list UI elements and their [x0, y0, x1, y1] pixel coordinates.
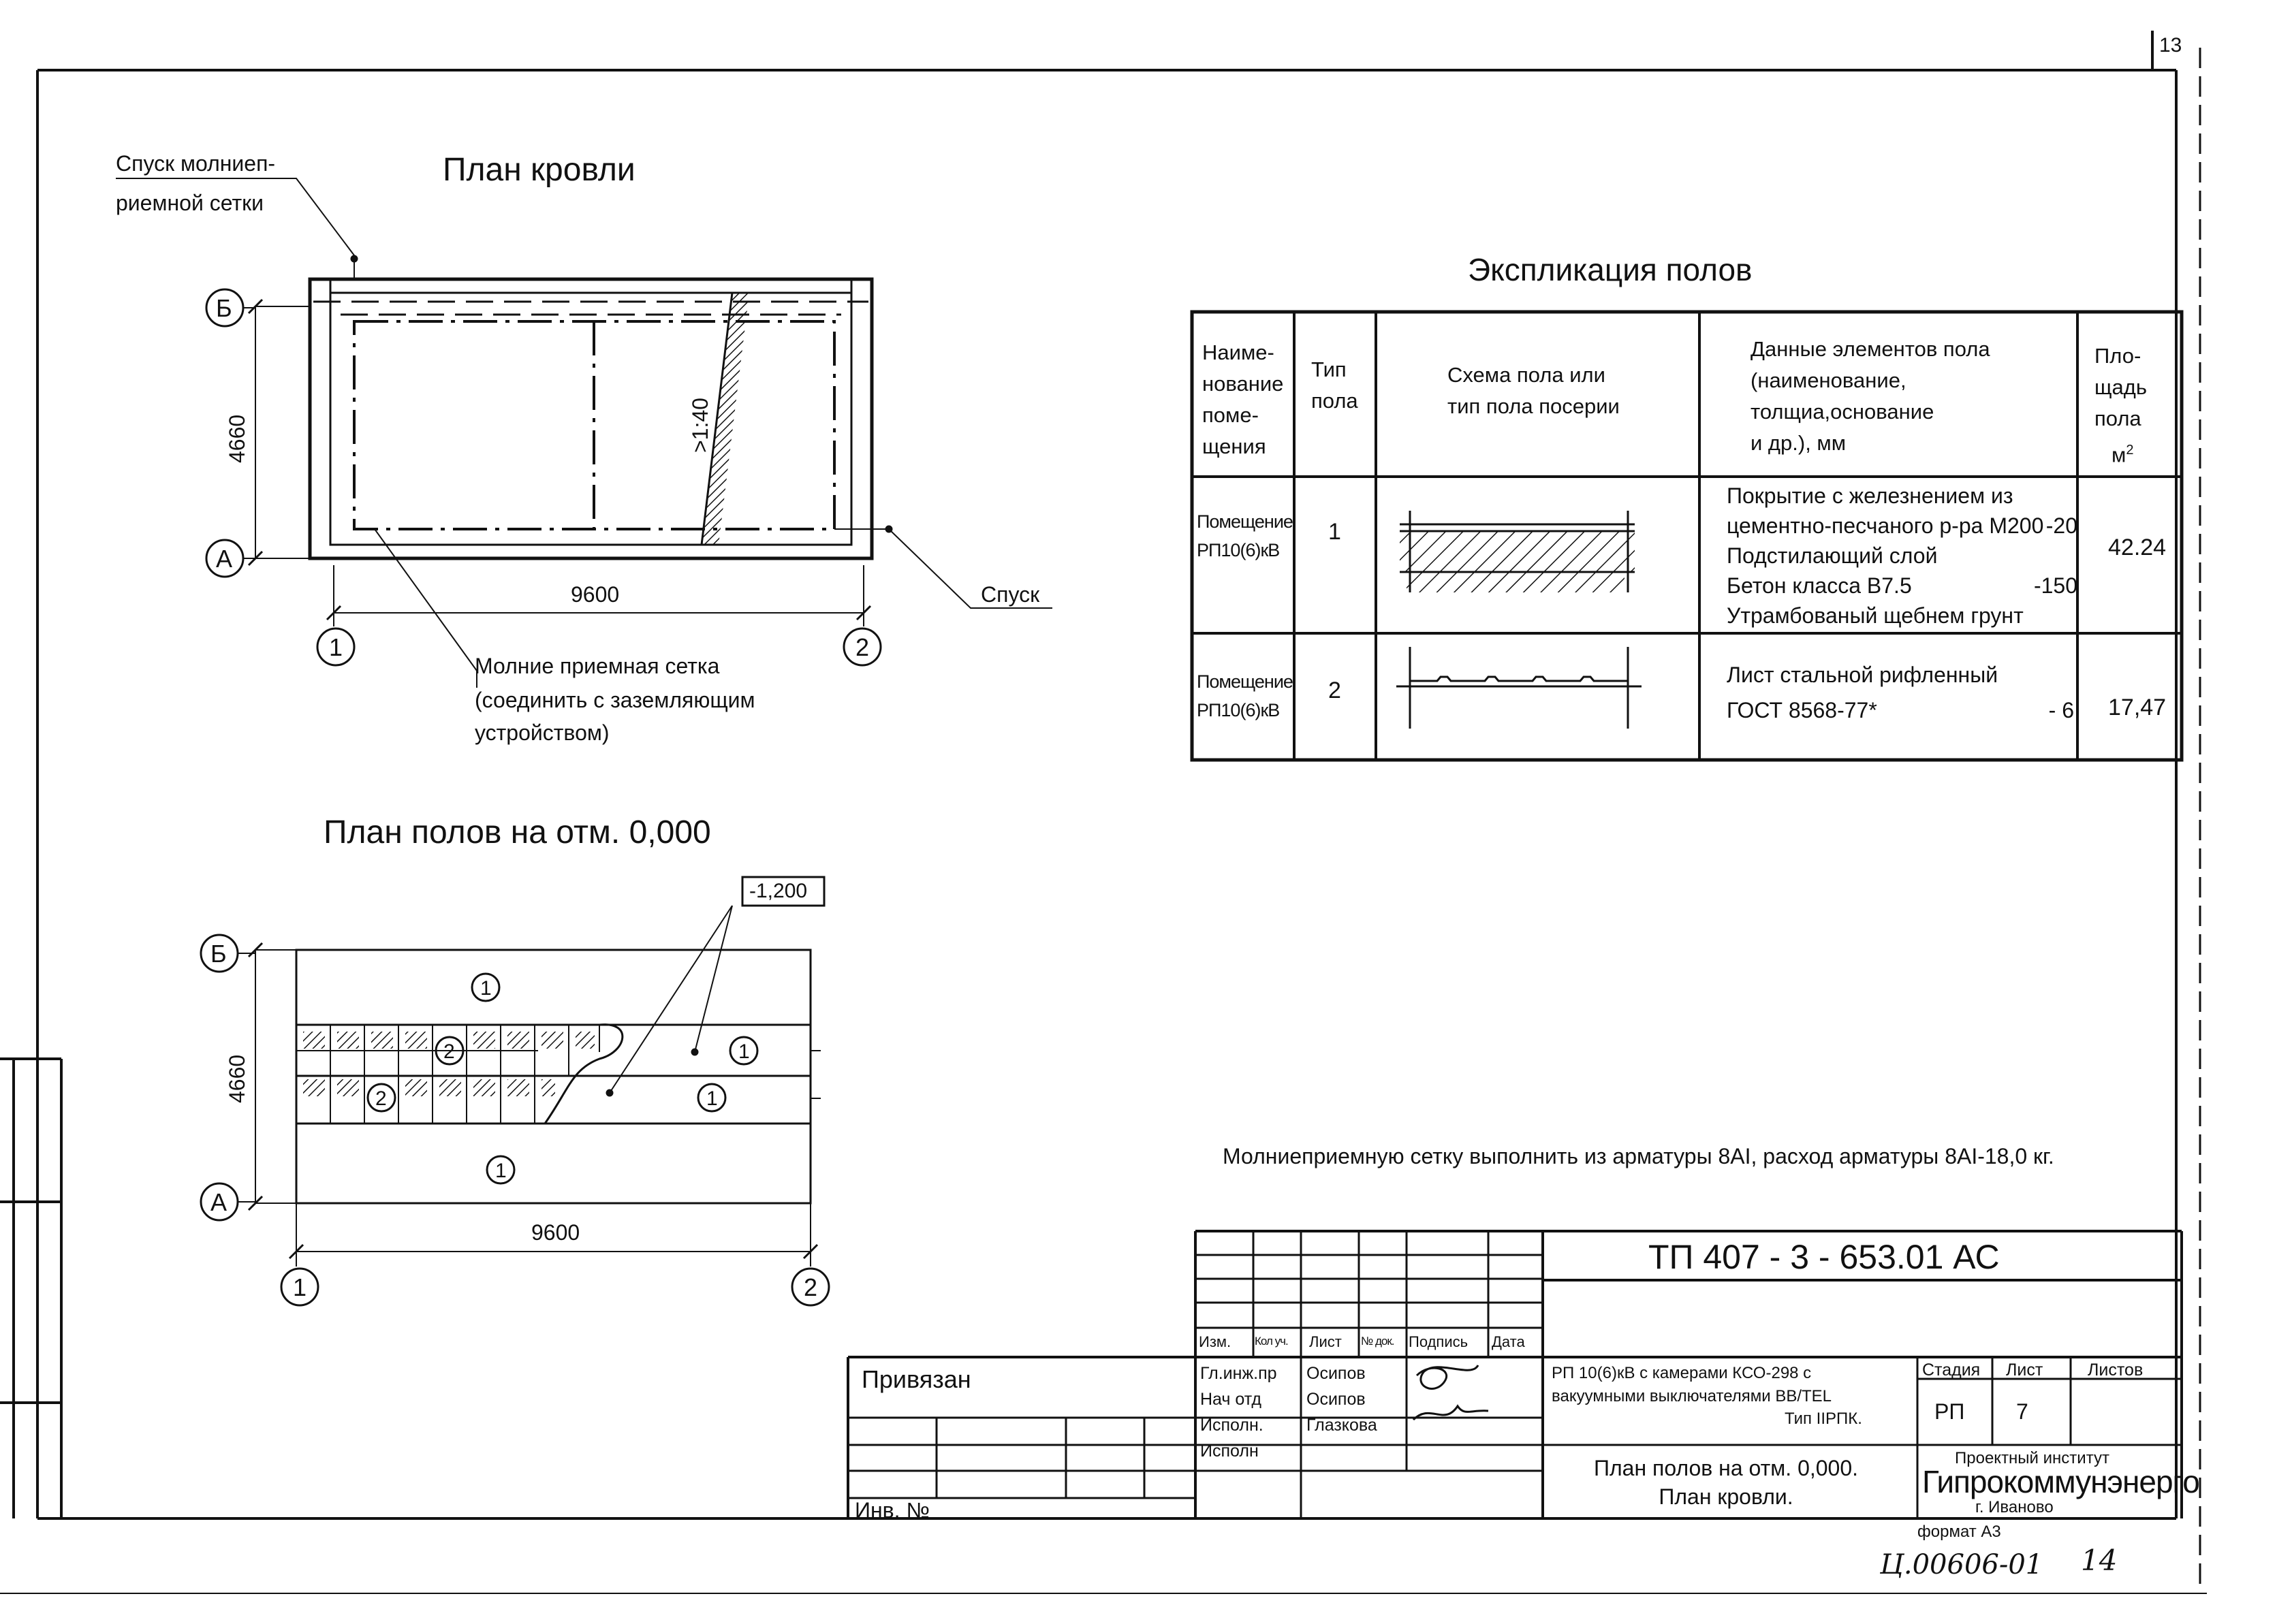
- row2-line: Лист стальной рифленный: [1727, 663, 1998, 687]
- sheet-title: План полов на отм. 0,000. План кровли.: [1594, 1456, 1859, 1509]
- page-number-bottom: 14: [2081, 1544, 2118, 1577]
- roof-callout-mesh-a: Молние приемная сетка: [475, 654, 720, 678]
- col-kol: Кол уч.: [1255, 1335, 1288, 1348]
- org-name: Гипрокоммунэнерго: [1922, 1464, 2199, 1499]
- row1-line: Подстилающий слой: [1727, 543, 1938, 568]
- row1-line: Утрамбованый щебнем грунт: [1727, 603, 2024, 628]
- doc-code: ТП 407 - 3 - 653.01 АС: [1648, 1238, 2000, 1276]
- stage-label: Стадия: [1922, 1360, 1981, 1380]
- floor-dim-height: 4660: [225, 1054, 249, 1103]
- roof-callout-descent: Спуск: [981, 582, 1040, 607]
- floor-type-label: 2: [375, 1087, 387, 1110]
- roof-callout-mesh-line1: Спуск молниеп-: [116, 151, 276, 176]
- row1-line: цементно-песчаного р-ра М200 -20: [1727, 513, 2077, 538]
- col-izm: Изм.: [1199, 1333, 1231, 1350]
- roof-plan-title: План кровли: [443, 152, 635, 188]
- row1-line: Покрытие с железнением из: [1727, 483, 2013, 508]
- floor-dim-width: 9600: [531, 1220, 580, 1245]
- row2-data: [1727, 657, 2081, 728]
- row1-line: Бетон класса В7.5 -150: [1727, 573, 2077, 598]
- floor-axis-b: Б: [210, 940, 227, 968]
- col-doc: № док.: [1361, 1335, 1394, 1348]
- explication-title: Экспликация полов: [1468, 252, 1753, 287]
- format-label: формат А3: [1917, 1523, 2001, 1541]
- row1-data: [1727, 481, 2081, 631]
- org-line1: Проектный институт: [1955, 1449, 2109, 1467]
- floor-axis-2: 2: [804, 1273, 818, 1301]
- roof-axis-b: Б: [216, 294, 232, 322]
- roof-axis-1: 1: [329, 633, 343, 661]
- names-list: Осипов Осипов Глазкова: [1306, 1364, 1377, 1435]
- floor-type-label: 1: [738, 1040, 750, 1063]
- row1-area: 42.24: [2108, 535, 2167, 560]
- roof-slope: >1:40: [688, 398, 712, 453]
- sheet-value: 7: [2016, 1399, 2028, 1424]
- col-sign: Подпись: [1409, 1333, 1469, 1350]
- roof-callout-mesh-line2: риемной сетки: [116, 191, 264, 215]
- row1-room: Помещение РП10(6)кВ: [1197, 511, 1293, 560]
- roof-axis-a: А: [216, 545, 233, 573]
- row2-area: 17,47: [2108, 695, 2167, 720]
- floor-type-label: 1: [480, 977, 492, 1000]
- header-area: Пло- щадь пола $м^2$: [2094, 344, 2147, 467]
- col-list: Лист: [1309, 1333, 1342, 1350]
- row2-room: Помещение РП10(6)кВ: [1197, 671, 1293, 720]
- header-data: Данные элементов пола (наименование, толщиа,основание и др.), мм: [1751, 337, 1990, 455]
- roof-dim-width: 9600: [571, 582, 620, 607]
- project-type: Тип IIРПК.: [1785, 1410, 1862, 1428]
- roof-dim-height: 4660: [225, 414, 249, 463]
- row2-type: 2: [1328, 678, 1341, 703]
- bound-label: Привязан: [862, 1365, 971, 1393]
- row2-line: ГОСТ 8568-77* - 6: [1727, 698, 2074, 722]
- floor-level-mark: -1,200: [749, 880, 808, 902]
- note-text: Молниеприемную сетку выполнить из арматуры 8АI, расход арматуры 8АI-18,0 кг.: [1223, 1144, 2054, 1168]
- header-type: Тип пола: [1311, 357, 1358, 413]
- org-city: г. Иваново: [1975, 1498, 2054, 1516]
- sheets-label: Листов: [2088, 1360, 2144, 1380]
- archive-code: Ц.00606-01: [1880, 1549, 2043, 1580]
- sheet-label: Лист: [2006, 1360, 2043, 1380]
- inv-label: Инв. №: [855, 1498, 930, 1523]
- project-desc: РП 10(6)кВ с камерами КСО-298 с вакуумными выключателями ВВ/TEL: [1552, 1364, 1832, 1405]
- roof-callout-mesh-b: (соединить с заземляющим: [475, 688, 755, 712]
- roof-callout-mesh-c: устройством): [475, 720, 610, 745]
- roof-axis-2: 2: [855, 633, 870, 661]
- row1-type: 1: [1328, 519, 1341, 545]
- floor-type-label: 1: [706, 1087, 718, 1110]
- floor-type-label: 1: [495, 1160, 507, 1182]
- floor-axis-1: 1: [293, 1273, 307, 1301]
- roles-list: Гл.инж.пр Нач отд Исполн. Исполн: [1200, 1364, 1277, 1461]
- floor-type-label: 2: [443, 1040, 455, 1063]
- header-scheme: Схема пола или тип пола посерии: [1447, 363, 1620, 418]
- col-date: Дата: [1492, 1333, 1525, 1350]
- floor-axis-a: А: [210, 1188, 227, 1216]
- header-room: Наиме- нование поме- щения: [1202, 340, 1284, 458]
- stage-value: РП: [1934, 1399, 1965, 1424]
- page-number-top: 13: [2159, 34, 2182, 57]
- floor-plan-title: План полов на отм. 0,000: [324, 814, 711, 850]
